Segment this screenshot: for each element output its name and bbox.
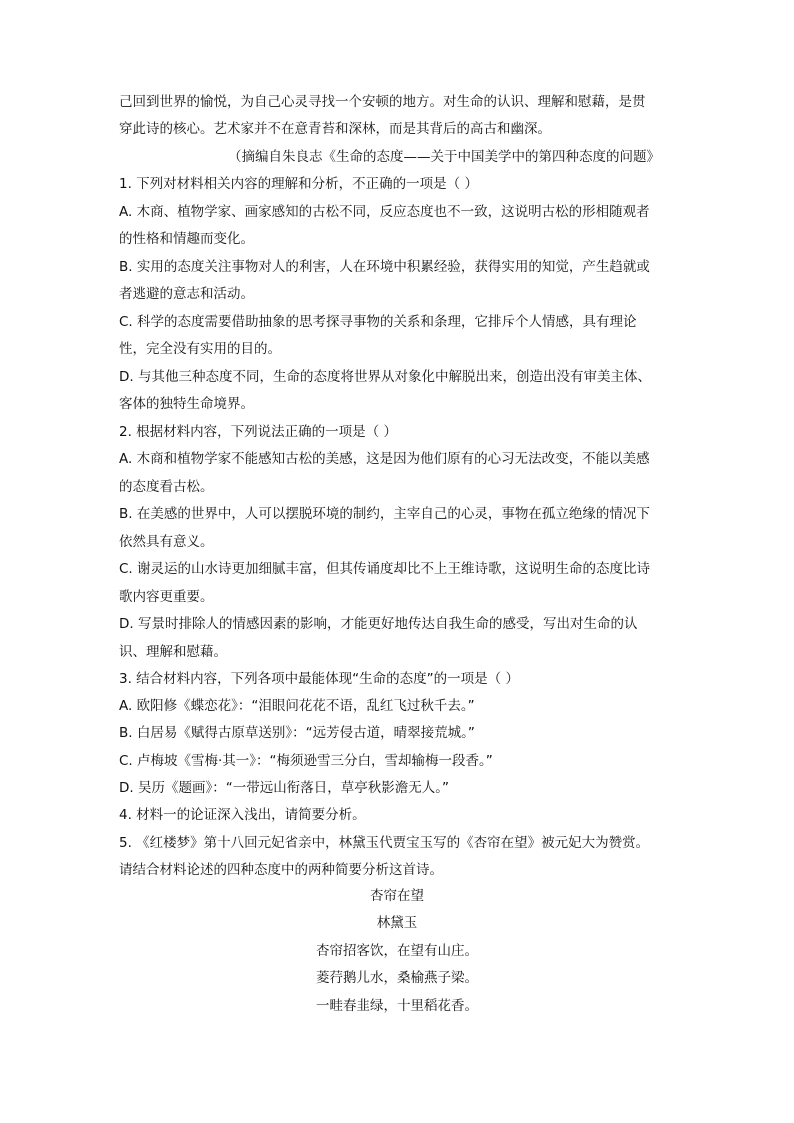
question-1-option-b: B. 实用的态度关注事物对人的利害，人在环境中积累经验，获得实用的知觉，产生趋就或 [119,259,650,275]
question-5-stem-cont: 请结合材料论述的四种态度中的两种简要分析这首诗。 [119,862,443,878]
intro-line-2: 穿此诗的核心。艺术家并不在意青苔和深林，而是其背后的高古和幽深。 [119,121,551,137]
question-1-stem: 1. 下列对材料相关内容的理解和分析，不正确的一项是（ ） [119,176,478,192]
question-2-option-c-cont: 歌内容更重要。 [119,589,214,605]
question-1-option-c: C. 科学的态度需要借助抽象的思考探寻事物的关系和条理，它排斥个人情感，具有理论 [119,314,637,330]
poem-author: 林黛玉 [376,915,418,931]
question-2-option-b: B. 在美感的世界中，人可以摆脱环境的制约，主宰自己的心灵，事物在孤立绝缘的情况下 [119,506,650,522]
poem-line-1: 杏帘招客饮，在望有山庄。 [316,943,478,959]
question-3-stem: 3. 结合材料内容，下列各项中最能体现“生命的态度”的一项是（ ） [119,671,519,687]
poem-title: 杏帘在望 [370,888,424,904]
question-5-stem: 5. 《红楼梦》第十八回元妃省亲中，林黛玉代贾宝玉写的《杏帘在望》被元妃大为赞赏。 [119,835,650,851]
poem-line-2: 菱荇鹅儿水，桑榆燕子梁。 [316,970,478,986]
question-1-option-a-cont: 的性格和情趣而变化。 [119,231,254,247]
question-3-option-c: C. 卢梅坡《雪梅·其一》：“梅须逊雪三分白，雪却输梅一段香。” [119,753,493,769]
poem-line-3: 一畦春韭绿，十里稻花香。 [316,998,478,1014]
question-2-option-b-cont: 依然具有意义。 [119,534,214,550]
intro-line-1: 己回到世界的愉悦，为自己心灵寻找一个安顿的地方。对生命的认识、理解和慰藉，是贯 [119,94,646,110]
question-1-option-a: A. 木商、植物学家、画家感知的古松不同，反应态度也不一致，这说明古松的形相随观者 [119,204,650,220]
question-3-option-d: D. 吴历《题画》：“一带远山衔落日，草亭秋影澹无人。” [119,780,449,796]
question-3-option-b: B. 白居易《赋得古原草送别》：“远芳侵古道，晴翠接荒城。” [119,725,475,741]
source-citation: （摘编自朱良志《生命的态度——关于中国美学中的第四种态度的问题》 [228,149,660,165]
question-2-option-d-cont: 识、理解和慰藉。 [119,644,227,660]
question-3-option-a: A. 欧阳修《蝶恋花》：“泪眼问花花不语，乱红飞过秋千去。” [119,698,475,714]
question-2-option-d: D. 写景时排除人的情感因素的影响，才能更好地传达自我生命的感受，写出对生命的认 [119,616,638,632]
question-2-option-a: A. 木商和植物学家不能感知古松的美感，这是因为他们原有的心习无法改变，不能以美感 [119,451,650,467]
question-1-option-c-cont: 性，完全没有实用的目的。 [119,341,281,357]
question-2-option-a-cont: 的态度看古松。 [119,479,214,495]
question-4-stem: 4. 材料一的论证深入浅出，请简要分析。 [119,807,366,823]
question-2-stem: 2. 根据材料内容，下列说法正确的一项是（ ） [119,424,397,440]
question-1-option-d: D. 与其他三种态度不同，生命的态度将世界从对象化中解脱出来，创造出没有审美主体、 [119,369,651,385]
question-1-option-d-cont: 客体的独特生命境界。 [119,396,254,412]
question-1-option-b-cont: 者逃避的意志和活动。 [119,286,254,302]
question-2-option-c: C. 谢灵运的山水诗更加细腻丰富，但其传诵度却比不上王维诗歌，这说明生命的态度比诗 [119,561,651,577]
